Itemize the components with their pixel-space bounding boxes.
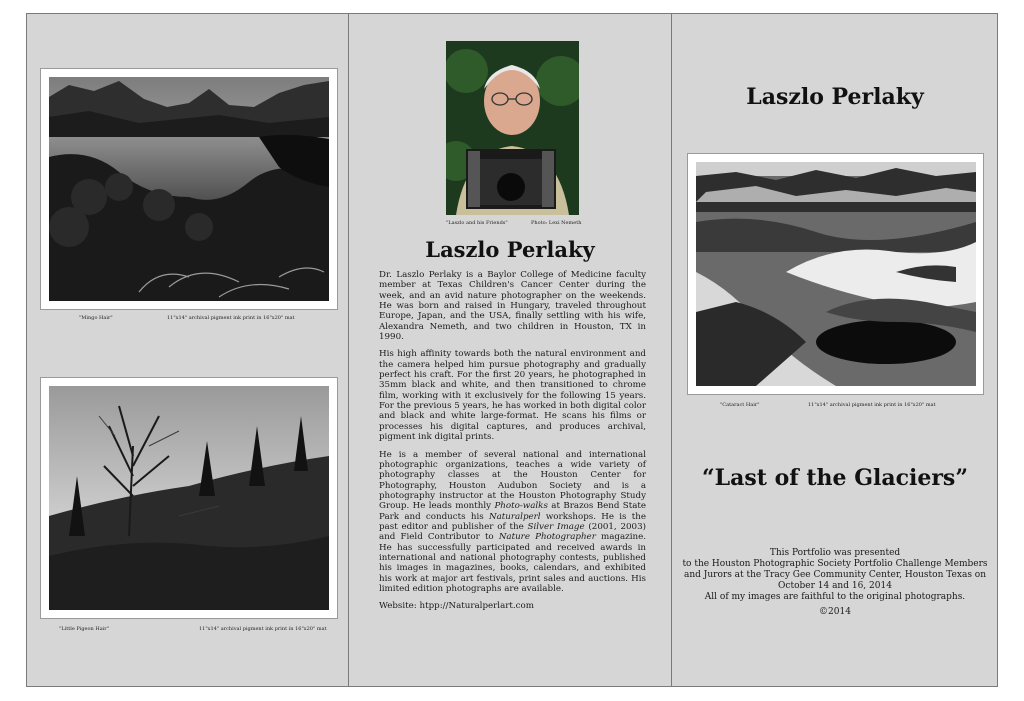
caption-little-pigeon-details: 11"x14" archival pigment ink print in 16"x20" mat — [199, 626, 327, 632]
photo-mat-little-pigeon — [40, 377, 338, 619]
caption-mingo-details: 11"x14" archival pigment ink print in 16"x20" mat — [167, 315, 295, 321]
bio-paragraph-3 — [379, 450, 646, 595]
photo-mat-mingo — [40, 68, 338, 310]
caption-cataract-details: 11"x14" archival pigment ink print in 16"x20" mat — [808, 402, 936, 408]
caption-little-pigeon-title: "Little Pigeon Hair" — [59, 626, 109, 632]
bio-paragraph-1: Dr. Laszlo Perlaky is a Baylor College of Medicine faculty member at Texas Children's Cancer Center during the week, and an avid nature photographer on the weekends. He was born and raised in Hungary, traveled throughout Europe, Japan, and the USA, finally settling with his wife, Alexandra Nemeth, and two children in Houston, TX in 1990. — [379, 270, 646, 343]
left-panel — [27, 14, 348, 686]
right-panel — [672, 14, 998, 686]
portrait-photo — [446, 41, 579, 215]
bio-p3-part-e: magazine. He has successfully participated and received awards in international and national photography contests, published his images in magazines, books, calendars, and exhibited his work at major art festivals, print sales and auctions. His limited edition photographs are available. — [379, 532, 646, 594]
caption-cataract-title: "Cataract Hair" — [720, 402, 760, 408]
portrait-caption: "Laszlo and his Friends" — [446, 220, 508, 226]
bio-silver-image: Silver Image — [527, 521, 585, 532]
copyright: ©2014 — [819, 607, 851, 617]
bio-naturalperl: Naturalperl — [488, 511, 541, 522]
photo-cataract-hair — [696, 162, 976, 386]
photo-little-pigeon-hair — [49, 386, 329, 610]
bio-p3-part-d: (2001, 2003) and Field Contributor to — [379, 521, 646, 543]
bio-text — [379, 270, 646, 619]
presented-line-2: to the Houston Photographic Society Portfolio Challenge Members — [682, 559, 988, 569]
bio-paragraph-2: His high affinity towards both the natural environment and the camera helped him pursue photography and gradually perfect his craft. For the first 20 years, he photographed in 35mm black and white, and then transitioned to chrome film, working with it exclusively for the following 15 years. For the previous 5 years, he has worked in both digital color and black and white large-format. He scans his films or processes his digital captures, and produces archival, pigment ink digital prints. — [379, 349, 646, 443]
bio-nature-photographer: Nature Photographer — [498, 532, 596, 543]
center-panel — [349, 14, 671, 686]
bio-website[interactable]: Website: htpp://Naturalperlart.com — [379, 601, 534, 612]
bio-p3-part-c: workshops. He is the past editor and publisher of the — [379, 511, 647, 532]
photo-mingo-hair — [49, 77, 329, 301]
presented-line-4: October 14 and 16, 2014 — [778, 581, 892, 591]
portrait-credit: Photo: Lexi Nemeth — [531, 220, 582, 226]
presented-text — [672, 548, 998, 618]
right-name-heading: Laszlo Perlaky — [746, 84, 924, 110]
caption-mingo-title: "Mingo Hair" — [79, 315, 113, 321]
bio-p3-part-a: He is a member of several national and international photographic organizations, teaches a wide variety of photography classes at the Houston Center for Photography, Houston Audubon Society and is a photography instructor at the Houston Photography Study Group. He leads monthly — [379, 449, 646, 512]
presented-line-3: and Jurors at the Tracy Gee Community Center, Houston Texas on — [683, 570, 987, 580]
presented-line-1: This Portfolio was presented — [769, 548, 901, 558]
bio-photowalks: Photo-walks — [494, 501, 548, 512]
photo-mat-cataract — [687, 153, 984, 395]
brochure-sheet — [26, 13, 998, 687]
bio-name-heading: Laszlo Perlaky — [425, 237, 595, 262]
bio-p3-part-b: at Brazos Bend State Park and conducts his — [379, 501, 647, 522]
portfolio-title: “Last of the Glaciers” — [702, 465, 968, 491]
presented-line-5: All of my images are faithful to the original photographs. — [704, 592, 966, 602]
